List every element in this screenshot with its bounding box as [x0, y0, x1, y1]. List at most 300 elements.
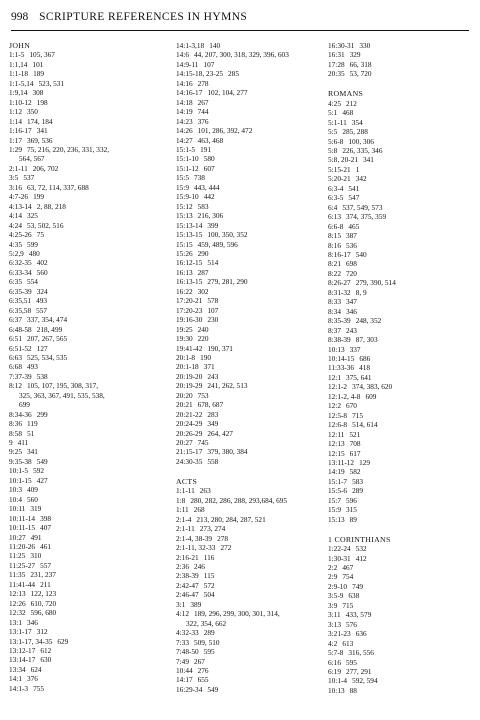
- verse-reference: 7:49: [176, 656, 189, 666]
- hymn-numbers: 749: [352, 581, 364, 591]
- hymn-numbers: 279, 281, 290: [207, 277, 248, 287]
- reference-entry: [328, 411, 470, 420]
- column-1: [9, 41, 161, 693]
- reference-entry: [176, 136, 312, 145]
- reference-entry: [176, 230, 312, 239]
- hymn-numbers: 521: [349, 429, 361, 439]
- verse-reference: 6:35-39: [9, 286, 32, 296]
- hymn-numbers: 337: [349, 344, 361, 354]
- verse-reference: 11:35: [9, 570, 26, 580]
- verse-reference: 2:36: [176, 561, 189, 571]
- reference-entry: [176, 628, 312, 637]
- verse-reference: 15:12: [176, 201, 193, 211]
- hymn-numbers: 686: [359, 354, 371, 363]
- hymn-numbers: 576: [345, 619, 357, 629]
- reference-entry: [9, 192, 161, 201]
- reference-entry: [328, 259, 470, 268]
- verse-reference: 10:27: [9, 532, 26, 542]
- hymn-numbers: 738: [193, 173, 205, 183]
- verse-reference: 15:13: [176, 211, 193, 221]
- reference-entry: [176, 60, 312, 69]
- verse-reference: 6:37: [9, 315, 22, 325]
- reference-entry: [328, 146, 470, 155]
- hymn-numbers: 220: [197, 334, 209, 344]
- verse-reference: 12:5-8: [328, 410, 348, 420]
- reference-entry: [328, 610, 470, 619]
- reference-entry: [328, 288, 470, 297]
- verse-reference: 16:31: [328, 50, 345, 60]
- reference-entry: [9, 684, 161, 693]
- reference-entry: [176, 211, 312, 220]
- hymn-numbers: 199: [33, 192, 45, 202]
- hymn-numbers: 319: [30, 504, 42, 514]
- verse-reference: 1:17: [9, 135, 22, 145]
- verse-reference: 13:1: [9, 617, 22, 627]
- hymn-numbers: 278: [217, 533, 229, 543]
- verse-reference: 5:1-11: [328, 117, 347, 127]
- verse-reference: 1:1-5,14: [9, 78, 34, 88]
- hymn-numbers: 374, 383, 620: [352, 382, 393, 392]
- verse-reference: 3:16: [9, 182, 22, 192]
- verse-reference: 20:24-29: [176, 419, 203, 429]
- verse-reference: 2:1-11: [9, 163, 28, 173]
- verse-reference: 10:14-15: [328, 354, 355, 363]
- reference-entry: [9, 447, 161, 456]
- reference-entry: [9, 240, 161, 249]
- reference-section: [328, 535, 470, 696]
- hymn-numbers: 583: [352, 476, 364, 486]
- verse-reference: 14:23: [176, 116, 193, 126]
- verse-reference: 4:2: [328, 638, 338, 648]
- hymn-numbers: 523, 531: [38, 78, 65, 88]
- reference-entry: [176, 315, 312, 324]
- verse-reference: 2:9-10: [328, 581, 348, 591]
- verse-reference: 15:13: [328, 514, 345, 524]
- reference-entry: [9, 334, 161, 343]
- hymn-numbers: 302: [197, 286, 209, 296]
- reference-entry: [9, 476, 161, 485]
- hymn-numbers: 189: [33, 69, 45, 79]
- verse-reference: 15:1-10: [176, 154, 199, 164]
- reference-entry: [328, 676, 470, 685]
- hymn-numbers: 330: [359, 41, 371, 50]
- hymn-numbers: 341: [26, 447, 38, 457]
- verse-reference: 8:36: [9, 419, 22, 429]
- reference-entry: [9, 249, 161, 258]
- verse-reference: 2:38-39: [176, 571, 199, 581]
- hymn-numbers: 66, 318: [349, 59, 372, 69]
- verse-reference: 19:16-30: [176, 315, 203, 325]
- verse-reference: 8:31-32: [328, 287, 351, 297]
- verse-reference: 3:21-23: [328, 629, 351, 639]
- hymn-numbers: 375, 641: [345, 372, 372, 382]
- reference-entry: [328, 354, 470, 363]
- hymn-numbers: 376: [26, 674, 38, 684]
- verse-reference: 8:26-27: [328, 278, 351, 288]
- hymn-numbers: 538: [36, 371, 48, 381]
- hymn-numbers: 75: [36, 230, 44, 240]
- verse-reference: 15:9: [328, 505, 341, 515]
- hymn-numbers: 480: [28, 248, 40, 258]
- verse-reference: 6:63: [9, 352, 22, 362]
- verse-reference: 16:22: [176, 286, 193, 296]
- hymn-numbers: 89: [349, 514, 357, 524]
- reference-entry: [176, 98, 312, 107]
- hymn-numbers: 75, 216, 220, 236, 331, 332,: [26, 144, 110, 154]
- hymn-numbers: 107: [207, 305, 219, 315]
- verse-reference: 10:13: [328, 344, 345, 354]
- reference-entry: [176, 562, 312, 571]
- verse-reference: 15:1-12: [176, 163, 199, 173]
- verse-reference: 11:20-26: [9, 542, 36, 552]
- verse-reference: 6:35: [9, 277, 22, 287]
- hymn-numbers: 299: [36, 409, 48, 419]
- reference-entry: [9, 457, 161, 466]
- hymn-numbers: 557: [36, 305, 48, 315]
- reference-entry: [9, 258, 161, 267]
- reference-entry: [9, 523, 161, 532]
- reference-entry: [328, 467, 470, 476]
- hymn-numbers: 536: [345, 240, 357, 250]
- reference-entry: [9, 419, 161, 428]
- reference-entry: [176, 685, 312, 694]
- verse-reference: 15:1-5: [176, 144, 196, 154]
- verse-reference: 15:1-7: [328, 476, 348, 486]
- reference-entry: [9, 211, 161, 220]
- hymn-numbers: 248, 352: [355, 316, 382, 326]
- reference-entry: [328, 554, 470, 563]
- column-2: [176, 41, 312, 694]
- hymn-numbers: 198: [36, 97, 48, 107]
- hymn-numbers: 630: [40, 655, 52, 665]
- verse-reference: 10:3: [9, 485, 22, 495]
- hymn-numbers: 44, 207, 300, 318, 329, 396, 603: [193, 50, 289, 60]
- reference-entry: [9, 296, 161, 305]
- verse-reference: 6:19: [328, 667, 341, 676]
- reference-entry: [9, 646, 161, 655]
- reference-entry: [9, 589, 161, 598]
- hymn-numbers: 583: [197, 201, 209, 211]
- hymn-numbers: 191: [200, 144, 212, 154]
- hymn-numbers: 744: [197, 107, 209, 117]
- verse-reference: 3:11: [328, 610, 341, 620]
- hymn-numbers: 433, 579: [345, 610, 372, 620]
- verse-reference: 12:32: [9, 608, 26, 618]
- reference-entry: [176, 400, 312, 409]
- hymn-numbers: 374, 375, 359: [345, 212, 387, 222]
- hymn-numbers: 699: [19, 400, 30, 410]
- hymn-numbers: 267: [193, 656, 205, 666]
- hymn-numbers: 636: [355, 629, 367, 639]
- hymn-numbers: 596, 680: [30, 608, 57, 618]
- reference-entry: [9, 107, 161, 116]
- reference-entry: [9, 381, 161, 390]
- hymn-numbers: 240: [197, 324, 209, 334]
- verse-reference: 6:33-34: [9, 267, 32, 277]
- reference-entry: [9, 542, 161, 551]
- reference-entry: [9, 599, 161, 608]
- hymn-numbers: 491: [30, 532, 42, 542]
- hymn-numbers: 107: [203, 59, 215, 69]
- hymn-numbers: 443, 444: [193, 182, 220, 192]
- reference-entry: [328, 203, 470, 212]
- hymn-numbers: 341: [36, 126, 48, 136]
- reference-entry: [328, 420, 470, 429]
- reference-section: [328, 89, 470, 524]
- verse-reference: 6:68: [9, 362, 22, 372]
- hymn-numbers: 2, 88, 218: [36, 201, 66, 211]
- hymn-numbers: 547: [348, 193, 360, 203]
- verse-reference: 14:19: [328, 467, 345, 477]
- hymn-numbers: 273, 274: [199, 524, 226, 534]
- reference-section: [176, 41, 312, 466]
- verse-reference: 14:6: [176, 50, 189, 60]
- hymn-numbers: 174, 184: [26, 116, 53, 126]
- reference-entry: [176, 534, 312, 543]
- verse-reference: 10:11-14: [9, 513, 36, 523]
- verse-reference: 8:37: [328, 325, 341, 335]
- reference-entry: [328, 505, 470, 514]
- hymn-numbers: 119: [26, 419, 38, 429]
- verse-reference: 6:48-58: [9, 324, 32, 334]
- verse-reference: 21:15-17: [176, 447, 203, 457]
- verse-reference: 8:35-39: [328, 316, 351, 326]
- hymn-numbers: 63, 72, 114, 337, 688: [26, 182, 89, 192]
- hymn-numbers: 347: [345, 297, 357, 307]
- reference-entry: [176, 543, 312, 552]
- reference-entry: [9, 580, 161, 589]
- verse-reference: 1:1-11: [176, 486, 195, 496]
- hymn-numbers: 465: [348, 221, 360, 231]
- verse-reference: 10:11: [9, 504, 26, 514]
- reference-entry: [176, 381, 312, 390]
- reference-entry: [328, 496, 470, 505]
- verse-reference: 14:1-3,18: [176, 41, 205, 50]
- reference-entry: [328, 458, 470, 467]
- reference-entry: [328, 439, 470, 448]
- reference-entry: [328, 658, 470, 667]
- verse-reference: 20:19-20: [176, 371, 203, 381]
- reference-entry: [9, 79, 161, 88]
- book-heading: 1 CORINTHIANS: [328, 534, 391, 544]
- reference-entry: [176, 164, 312, 173]
- verse-reference: 14:1: [9, 674, 22, 684]
- hymn-numbers: 267: [197, 97, 209, 107]
- hymn-numbers: 341: [363, 155, 374, 165]
- hymn-numbers: 206, 702: [32, 163, 59, 173]
- hymn-numbers: 140: [209, 41, 221, 50]
- reference-entry: [9, 618, 161, 627]
- verse-reference: 4:25-26: [9, 230, 32, 240]
- verse-reference: 7:37-39: [9, 371, 32, 381]
- hymn-numbers: 537, 549, 573: [342, 202, 383, 212]
- reference-entry: [176, 419, 312, 428]
- verse-reference: 13:12-17: [9, 646, 36, 655]
- hymn-numbers: 322, 354, 662: [186, 618, 227, 628]
- hymn-numbers: 532: [355, 544, 367, 554]
- hymn-numbers: 376: [197, 116, 209, 126]
- verse-reference: 14:1-3: [9, 683, 29, 693]
- verse-reference: 8:15: [328, 231, 341, 241]
- hymn-numbers: 558: [207, 456, 219, 466]
- reference-entry: [176, 117, 312, 126]
- verse-reference: 5:8: [328, 146, 338, 156]
- hymn-numbers: 190, 371: [207, 343, 233, 353]
- hymn-numbers: 461: [40, 542, 52, 552]
- verse-reference: 1:30-31: [328, 553, 351, 563]
- reference-entry: [328, 118, 470, 127]
- hymn-numbers: 211: [40, 579, 51, 589]
- verse-reference: 19:25: [176, 324, 193, 334]
- reference-entry: [176, 675, 312, 684]
- reference-entry: [328, 69, 470, 78]
- reference-entry: [176, 609, 312, 618]
- hymn-numbers: 324: [36, 286, 48, 296]
- book-heading: JOHN: [9, 41, 31, 50]
- reference-entry: [176, 353, 312, 362]
- verse-reference: 20:35: [328, 69, 345, 79]
- verse-reference: 4:25: [328, 98, 341, 108]
- hymn-numbers: 190: [200, 352, 212, 362]
- hymn-numbers: 263: [199, 486, 211, 496]
- reference-entry: [9, 533, 161, 542]
- verse-reference: 6:35,58: [9, 305, 32, 315]
- reference-entry: [9, 325, 161, 334]
- verse-reference: 20:20: [176, 390, 193, 400]
- reference-entry: [176, 221, 312, 230]
- hymn-numbers: 105, 367: [29, 50, 55, 60]
- verse-reference: 15:5: [176, 173, 189, 183]
- reference-entry: [328, 50, 470, 59]
- reference-entry: [328, 667, 470, 676]
- reference-entry: [328, 174, 470, 183]
- verse-reference: 2:1-11, 32-33: [176, 543, 216, 553]
- verse-reference: 10:44: [176, 665, 193, 675]
- reference-entry: [9, 372, 161, 381]
- reference-entry: [176, 107, 312, 116]
- reference-entry: [176, 202, 312, 211]
- verse-reference: 14:16-17: [176, 88, 203, 98]
- verse-reference: 8:34: [328, 306, 341, 316]
- reference-entry: [9, 504, 161, 513]
- header-rule: [11, 30, 469, 31]
- verse-reference: 10:1-15: [9, 475, 32, 485]
- hymn-numbers: 610, 720: [30, 598, 57, 608]
- verse-reference: 2:16-21: [176, 552, 199, 562]
- hymn-numbers: 276: [197, 665, 209, 675]
- verse-reference: 1:22-24: [328, 544, 351, 554]
- hymn-numbers: 231, 237: [30, 570, 56, 580]
- hymn-numbers: 350: [26, 107, 38, 117]
- reference-entry: [328, 401, 470, 410]
- verse-reference: 15:7: [328, 495, 341, 505]
- verse-reference: 11:25-27: [9, 560, 36, 570]
- reference-entry: [328, 127, 470, 136]
- hymn-numbers: 212: [345, 98, 357, 108]
- reference-entry: [328, 316, 470, 325]
- verse-reference: 5:8, 20-21: [328, 155, 358, 165]
- reference-entry: [176, 429, 312, 438]
- hymn-numbers: 715: [342, 600, 354, 610]
- hymn-numbers: 412: [355, 553, 367, 563]
- verse-reference: 10:13: [328, 685, 345, 695]
- hymn-numbers: 105, 107, 195, 308, 317,: [26, 381, 99, 391]
- reference-entry: [328, 335, 470, 344]
- reference-entry: [9, 495, 161, 504]
- hymn-numbers: 285, 288: [342, 127, 368, 137]
- hymn-numbers: 379, 380, 384: [207, 447, 248, 457]
- verse-reference: 12:2: [328, 401, 341, 411]
- verse-reference: 1:14: [9, 116, 22, 126]
- hymn-numbers: 678, 687: [197, 400, 224, 410]
- reference-entry: [176, 145, 312, 154]
- reference-entry: [176, 296, 312, 305]
- verse-reference: 16:29-34: [176, 684, 203, 694]
- verse-reference: 1:1-18: [9, 69, 29, 79]
- verse-reference: 14:26: [176, 126, 193, 136]
- hymn-numbers: 216, 306: [197, 211, 224, 221]
- reference-entry: [9, 627, 161, 636]
- verse-reference: 5:15-21: [328, 164, 351, 174]
- verse-reference: 8:33: [328, 297, 341, 307]
- reference-entry: [9, 429, 161, 438]
- hymn-numbers: 514: [207, 258, 219, 268]
- verse-reference: 1:12: [9, 107, 22, 117]
- verse-reference: 5:1: [328, 108, 338, 118]
- verse-reference: 16:13: [176, 267, 193, 277]
- book-heading: ROMANS: [328, 89, 364, 99]
- reference-entry: [176, 505, 312, 514]
- hymn-numbers: 325, 363, 367, 491, 535, 538,: [19, 390, 105, 400]
- verse-reference: 15:13-15: [176, 230, 203, 240]
- hymn-numbers: 241, 262, 513: [207, 381, 248, 391]
- reference-entry: [9, 362, 161, 371]
- hymn-numbers: 715: [352, 410, 364, 420]
- verse-reference: 20:1-18: [176, 362, 199, 372]
- hymn-numbers: 607: [203, 163, 215, 173]
- hymn-numbers: 346: [26, 617, 38, 627]
- reference-entry: [9, 202, 161, 211]
- hymn-numbers: 745: [197, 438, 209, 448]
- verse-reference: 10:4: [9, 494, 22, 504]
- reference-entry: [176, 79, 312, 88]
- verse-reference: 2:2: [328, 563, 338, 573]
- reference-entry: [328, 373, 470, 382]
- reference-entry: [9, 485, 161, 494]
- reference-entry: [9, 183, 161, 192]
- verse-reference: 20:27: [176, 438, 193, 448]
- hymn-numbers: 592: [33, 466, 45, 476]
- reference-entry: [176, 362, 312, 371]
- verse-reference: 4:35: [9, 239, 22, 249]
- verse-reference: 1:11: [176, 505, 189, 515]
- verse-reference: 20:21: [176, 400, 193, 410]
- hymn-numbers: 609: [365, 391, 377, 401]
- hymn-numbers: 389: [190, 599, 202, 609]
- verse-reference: 1:29: [9, 144, 22, 154]
- hymn-numbers: 560: [36, 267, 48, 277]
- hymn-numbers: 572: [203, 580, 215, 590]
- reference-entry: [328, 382, 470, 391]
- reference-entry: [9, 466, 161, 475]
- verse-reference: 3:5-9: [328, 591, 344, 601]
- hymn-numbers: 53, 720: [349, 69, 372, 79]
- reference-entry: [176, 438, 312, 447]
- reference-entry: [9, 570, 161, 579]
- reference-entry: [176, 240, 312, 249]
- reference-entry: [9, 277, 161, 286]
- verse-reference: 8:58: [9, 428, 22, 438]
